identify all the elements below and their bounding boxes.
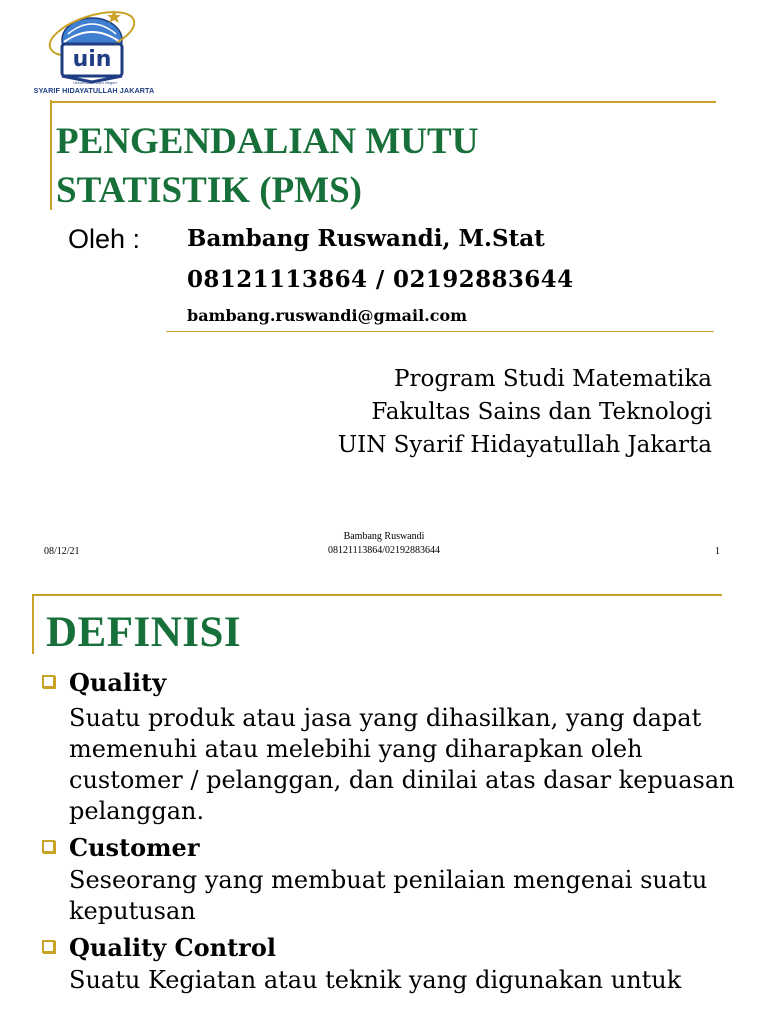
affiliation-faculty: Fakultas Sains dan Teknologi <box>371 399 712 425</box>
slide-title: DEFINISI <box>46 609 242 656</box>
title-frame-horizontal <box>50 101 716 103</box>
item-term: Customer <box>69 833 200 862</box>
title-line-1: PENGENDALIAN MUTU <box>56 121 479 162</box>
slide-title <box>56 117 696 215</box>
footer-author-phone: 08121113864/02192883644 <box>327 545 441 556</box>
square-bullet-icon <box>42 675 55 688</box>
title-frame-vertical <box>32 594 34 654</box>
list-item <box>40 831 740 927</box>
author-name: Bambang Ruswandi, M.Stat <box>187 225 545 252</box>
definition-list <box>40 666 740 1000</box>
title-line-2: STATISTIK (PMS) <box>56 170 362 211</box>
footer-date: 08/12/21 <box>44 546 80 557</box>
footer-author <box>284 530 484 558</box>
item-description: Suatu produk atau jasa yang dihasilkan, yang dapat memenuhi atau melebihi yang diharapkan oleh customer / pelanggan, dan dinilai atas dasar kepuasan pelanggan. <box>69 704 735 825</box>
item-description: Suatu Kegiatan atau teknik yang digunakan untuk <box>69 966 682 994</box>
list-item <box>40 931 740 996</box>
item-description: Seseorang yang membuat penilaian mengenai suatu keputusan <box>69 866 708 925</box>
title-frame-vertical <box>50 100 52 210</box>
definition-slide <box>0 586 768 1024</box>
footer-page-number: 1 <box>715 546 720 557</box>
affiliation-university: UIN Syarif Hidayatullah Jakarta <box>337 432 712 458</box>
square-bullet-icon <box>42 840 55 853</box>
item-term: Quality <box>69 668 167 697</box>
list-item <box>40 666 740 827</box>
author-phone: 08121113864 / 02192883644 <box>187 266 574 293</box>
author-email: bambang.ruswandi@gmail.com <box>187 306 468 325</box>
affiliation-program: Program Studi Matematika <box>394 366 712 392</box>
item-term: Quality Control <box>69 933 276 962</box>
logo-mark-text: uin <box>72 47 112 72</box>
logo-subtitle: Universitas Islam Negeri <box>73 80 117 85</box>
footer-author-name: Bambang Ruswandi <box>343 531 425 542</box>
title-frame-horizontal <box>32 594 722 596</box>
logo-university-name: SYARIF HIDAYATULLAH JAKARTA <box>33 86 155 95</box>
square-bullet-icon <box>42 940 55 953</box>
affiliation-block <box>338 363 712 462</box>
by-label: Oleh : <box>68 224 141 254</box>
author-divider <box>166 331 714 332</box>
